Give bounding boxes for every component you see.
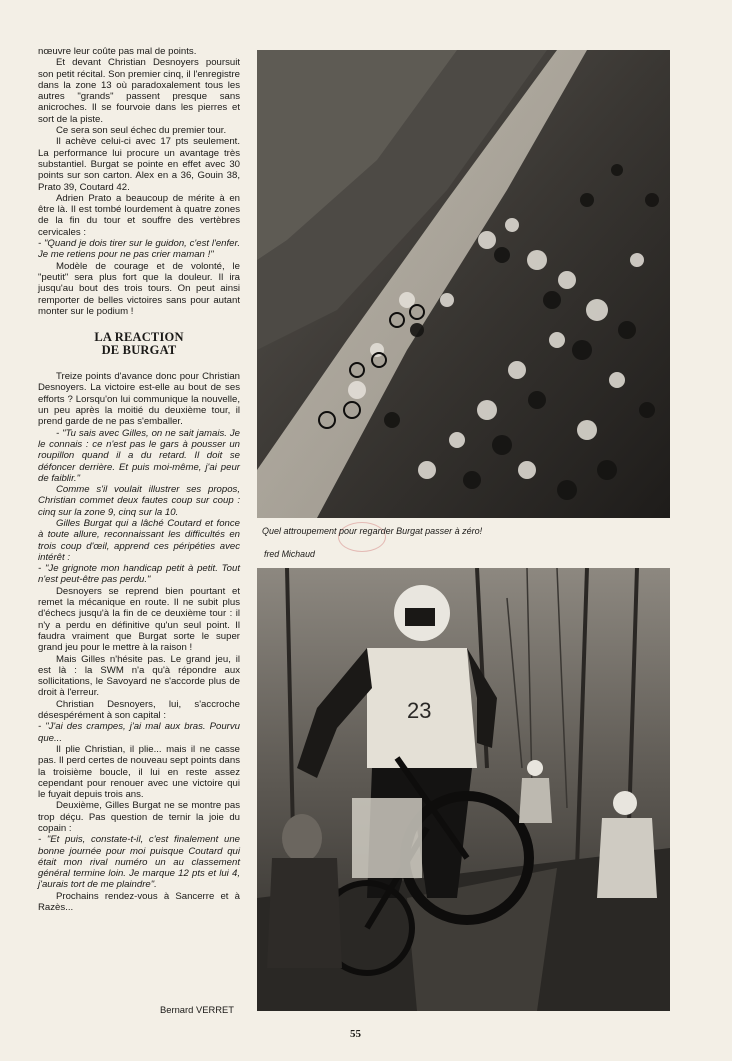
paragraph: Adrien Prato a beaucoup de mérite à en être là. Il est tombé lourdement à quatre zones de la fin du tour et souffre des vertèbres cervicales : [38,192,240,238]
quote: - "Tu sais avec Gilles, on ne sait jamais. Je le connais : ce n'est pas le gars à pousser un roupillon quand il a du retard. Il doit se défoncer derrière. Et puis moi-même, j'ai peur de faiblir." [38,427,240,484]
quote: - "Quand je dois tirer sur le guidon, c'est l'enfer. Je me retiens pour ne pas crier maman !" [38,238,240,261]
paragraph: Il achève celui-ci avec 17 pts seulement. La performance lui procure un avantage très substantiel. Burgat se pointe en effet avec 30 points sur son carton. Alex en a 36, Gouin 38, Prato 39, Coutard 42. [38,136,240,193]
paragraph: Desnoyers se reprend bien pourtant et remet la mécanique en route. Il ne subit plus d'échecs jusqu'à la fin de ce deuxième tour : il n'y a perdu en définitive qu'un seul point. Il faudra vraiment que Burgat sorte le super grand jeu pour le mettre à la raison ! [38,585,240,654]
rider-trial-drawing [257,568,670,1011]
page-number: 55 [350,1028,361,1040]
paragraph: Prochains rendez-vous à Sancerre et à Razès... [38,890,240,914]
quote: - "Et puis, constate-t-il, c'est finalement une bonne journée pour moi puisque Coutard qui était mon rival numéro un au classement général termine loin. Je marque 12 pts et lui 4, j'aurais tort de me plaindre". [38,834,240,891]
section-heading [38,331,240,357]
paragraph: Deuxième, Gilles Burgat ne se montre pas trop déçu. Pas question de ternir la joie du copain : [38,800,240,834]
paragraph: Treize points d'avance donc pour Christian Desnoyers. La victoire est-elle au bout de ses efforts ? Lorsqu'on lui communique la nouvelle, un peu après la moitié du deuxième tour, il prend garde de ne pas s'emballer. [38,371,240,428]
bib-number-mark: 23 [407,698,432,723]
heading-line-1: LA REACTION [94,330,184,345]
quote: - "J'ai des crampes, j'ai mal aux bras. Pourvu que... [38,721,240,744]
quote: Comme s'il voulait illustrer ses propos, Christian commet deux fautes coup sur coup : cinq sur la zone 9, cinq sur la 10. [38,484,240,518]
photo-caption: Quel attroupement pour regarder Burgat passer à zéro! [262,526,483,536]
paragraph: Il plie Christian, il plie... mais il ne casse pas. Il perd certes de nouveau sept points dans la troisième boucle, il lui en reste assez cependant pour renouer avec une victoire qui le fuyait depuis trois ans. [38,743,240,801]
heading-line-2: DE BURGAT [101,343,177,358]
paragraph: Christian Desnoyers, lui, s'accroche désespérément à son capital : [38,698,240,722]
quote: Gilles Burgat qui a lâché Coutard et fonce à toute allure, reconnaissant les difficultés en trois coup d'œil, apprend ces péripéties avec intérêt : [38,517,240,563]
author-signature: Bernard VERRET [160,1004,234,1015]
paragraph: Mais Gilles n'hésite pas. Le grand jeu, il est là : la SWM n'a qu'à répondre aux sollicitations, le Savoyard ne s'accorde plus de droit à l'erreur. [38,653,240,699]
article-column [38,46,240,913]
crowd-hillside-drawing [257,50,670,518]
paragraph: Ce sera son seul échec du premier tour. [56,125,227,137]
rider-trial-photo [257,568,670,1011]
crowd-hillside-photo [257,50,670,518]
paragraph: nœuvre leur coûte pas mal de points. [38,46,197,57]
quote: - "Je grignote mon handicap petit à petit. Tout n'est peut-être pas perdu." [38,563,240,586]
photo-credit: fred Michaud [264,549,315,559]
paragraph: Modèle de courage et de volonté, le "peutit" sera plus fort que la douleur. Il ira jusqu'au bout des trois tours. On peut ainsi remporter de belles victoires sans pour autant monter sur le podium ! [38,260,240,317]
paragraph: Et devant Christian Desnoyers poursuit son petit récital. Son premier cinq, il l'enregistre dans la zone 13 où paradoxalement tous les autres "grands" passent presque sans anicroches. Il se fourvoie dans les pierres et sort de la piste. [38,57,240,125]
